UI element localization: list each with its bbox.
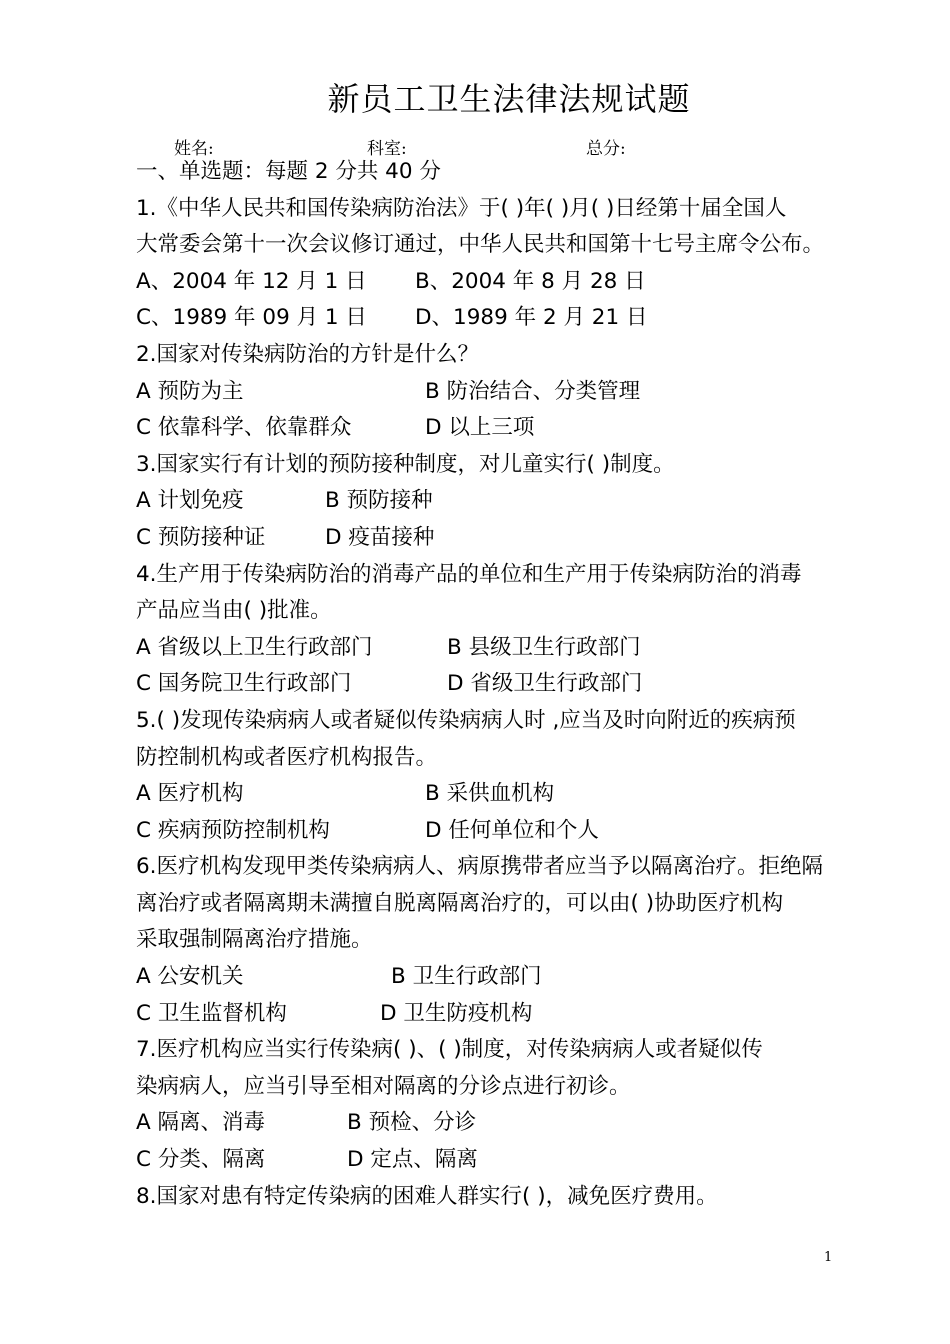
section-heading: 一、单选题：每题 2 分共 40 分 bbox=[136, 159, 441, 184]
option-b: B 防治结合、分类管理 bbox=[425, 378, 641, 404]
question-text: 防控制机构或者医疗机构报告。 bbox=[136, 744, 438, 770]
option-d: D 任何单位和个人 bbox=[425, 817, 599, 843]
name-label: 姓名: bbox=[174, 139, 214, 159]
option-b: B 预防接种 bbox=[325, 488, 433, 514]
option-c: C 国务院卫生行政部门 bbox=[136, 671, 352, 697]
question-5 bbox=[136, 703, 850, 849]
total-score-label: 总分: bbox=[586, 139, 626, 159]
question-text: 7.医疗机构应当实行传染病( )、( )制度，对传染病病人或者疑似传 bbox=[136, 1037, 763, 1063]
option-row bbox=[136, 1142, 850, 1179]
option-a: A 省级以上卫生行政部门 bbox=[136, 634, 373, 660]
option-d: D 卫生防疫机构 bbox=[380, 1000, 533, 1026]
option-c: C 卫生监督机构 bbox=[136, 1000, 287, 1026]
option-a: A 计划免疫 bbox=[136, 488, 244, 514]
option-row bbox=[136, 959, 850, 996]
question-text: 6.医疗机构发现甲类传染病病人、病原携带者应当予以隔离治疗。拒绝隔 bbox=[136, 854, 824, 880]
question-text: 2.国家对传染病防治的方针是什么？ bbox=[136, 341, 480, 367]
question-3 bbox=[136, 447, 850, 557]
question-text: 采取强制隔离治疗措施。 bbox=[136, 927, 373, 953]
question-text: 离治疗或者隔离期未满擅自脱离隔离治疗的，可以由( )协助医疗机构 bbox=[136, 890, 784, 916]
page-title: 新员工卫生法律法规试题 bbox=[327, 80, 691, 118]
question-1 bbox=[136, 191, 850, 337]
question-6 bbox=[136, 849, 850, 1032]
option-row bbox=[136, 410, 850, 447]
option-b: B 卫生行政部门 bbox=[391, 964, 542, 990]
option-a: A 隔离、消毒 bbox=[136, 1110, 266, 1136]
option-c: C 分类、隔离 bbox=[136, 1147, 266, 1173]
option-d: D 疫苗接种 bbox=[325, 524, 435, 550]
option-row bbox=[136, 264, 850, 301]
option-b: B 采供血机构 bbox=[425, 781, 555, 807]
option-d: D、1989 年 2 月 21 日 bbox=[415, 305, 648, 331]
question-text: 大常委会第十一次会议修订通过，中华人民共和国第十七号主席令公布。 bbox=[136, 232, 825, 258]
option-b: B、2004 年 8 月 28 日 bbox=[415, 268, 646, 294]
option-a: A、2004 年 12 月 1 日 bbox=[136, 268, 367, 294]
question-text: 8.国家对患有特定传染病的困难人群实行( )，减免医疗费用。 bbox=[136, 1183, 718, 1209]
question-4 bbox=[136, 557, 850, 703]
option-row bbox=[136, 374, 850, 411]
option-c: C、1989 年 09 月 1 日 bbox=[136, 305, 367, 331]
option-d: D 定点、隔离 bbox=[347, 1147, 478, 1173]
question-text: 染病病人，应当引导至相对隔离的分诊点进行初诊。 bbox=[136, 1073, 631, 1099]
question-text: 1.《中华人民共和国传染病防治法》于( )年( )月( )日经第十届全国人 bbox=[136, 195, 787, 221]
question-text: 3.国家实行有计划的预防接种制度，对儿童实行( )制度。 bbox=[136, 451, 675, 477]
option-row bbox=[136, 813, 850, 850]
question-text: 产品应当由( )批准。 bbox=[136, 598, 332, 624]
department-label: 科室: bbox=[367, 139, 407, 159]
option-row bbox=[136, 1105, 850, 1142]
option-b: B 预检、分诊 bbox=[347, 1110, 477, 1136]
option-b: B 县级卫生行政部门 bbox=[447, 634, 641, 660]
option-a: A 预防为主 bbox=[136, 378, 244, 404]
option-row bbox=[136, 520, 850, 557]
option-row bbox=[136, 996, 850, 1033]
option-c: C 疾病预防控制机构 bbox=[136, 817, 330, 843]
option-d: D 省级卫生行政部门 bbox=[447, 671, 643, 697]
question-7 bbox=[136, 1032, 850, 1178]
option-row bbox=[136, 776, 850, 813]
option-row bbox=[136, 300, 850, 337]
question-text: 5.( )发现传染病病人或者疑似传染病病人时 ,应当及时向附近的疾病预 bbox=[136, 707, 796, 733]
option-a: A 医疗机构 bbox=[136, 781, 244, 807]
question-2 bbox=[136, 337, 850, 447]
question-text: 4.生产用于传染病防治的消毒产品的单位和生产用于传染病防治的消毒 bbox=[136, 561, 802, 587]
option-c: C 依靠科学、依靠群众 bbox=[136, 415, 352, 441]
page-number: 1 bbox=[824, 1250, 833, 1265]
option-row bbox=[136, 483, 850, 520]
option-c: C 预防接种证 bbox=[136, 524, 266, 550]
option-d: D 以上三项 bbox=[425, 415, 535, 441]
option-a: A 公安机关 bbox=[136, 964, 244, 990]
exam-body bbox=[136, 154, 850, 1215]
option-row bbox=[136, 630, 850, 667]
question-8 bbox=[136, 1179, 850, 1216]
option-row bbox=[136, 666, 850, 703]
